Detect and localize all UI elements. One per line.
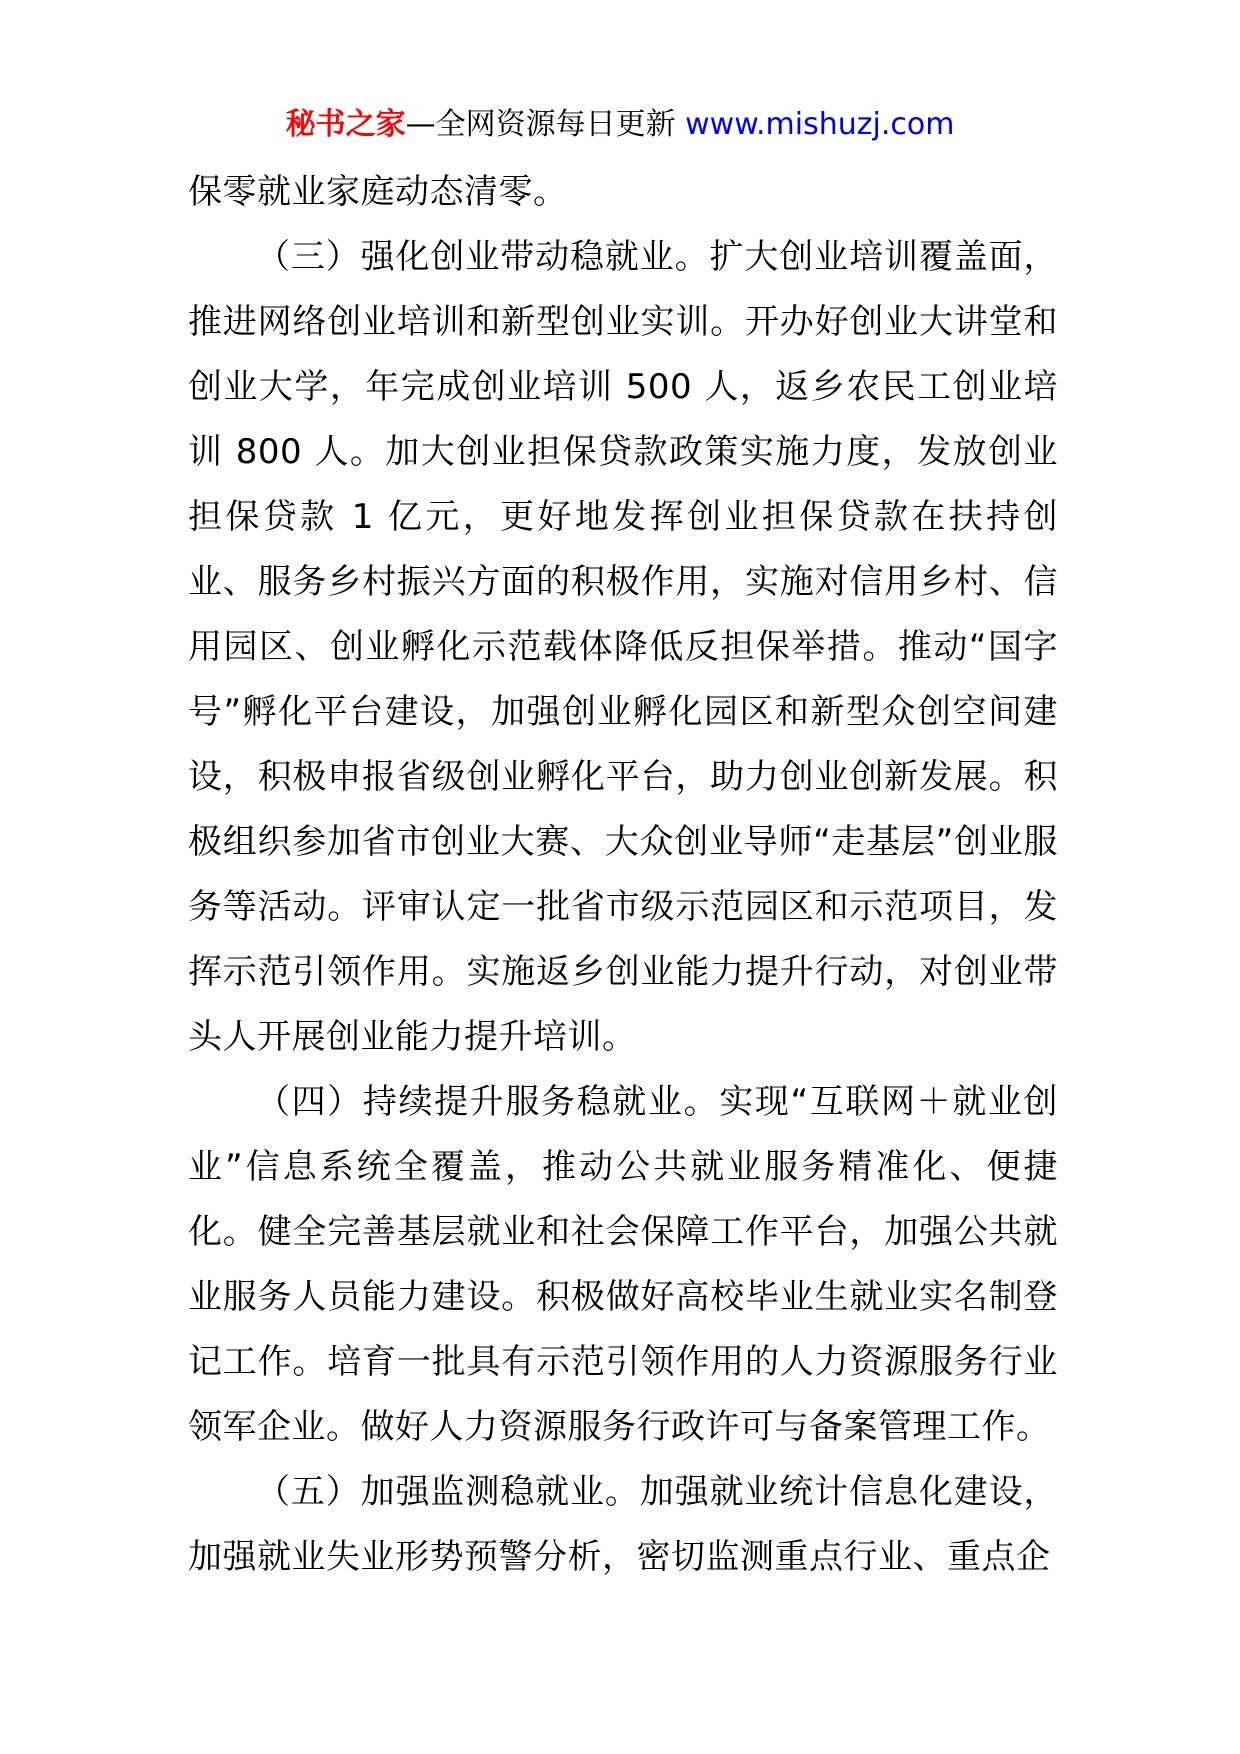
site-url: www.mishuzj.com [685,107,955,142]
header-tagline: —全网资源每日更新 [405,107,686,142]
document-body [188,160,1058,1590]
paragraph-continuation: 保零就业家庭动态清零。 [188,172,568,212]
paragraph-section-4: （四）持续提升服务稳就业。实现“互联网＋就业创业”信息系统全覆盖，推动公共就业服务精准化、便捷化。健全完善基层就业和社会保障工作平台，加强公共就业服务人员能力建设。积极做好高校毕业生就业实名制登记工作。培育一批具有示范引领作用的人力资源服务行业领军企业。做好人力资源服务行政许可与备案管理工作。 [188,1082,1058,1447]
paragraph-section-3: （三）强化创业带动稳就业。扩大创业培训覆盖面，推进网络创业培训和新型创业实训。开办好创业大讲堂和创业大学，年完成创业培训 500 人，返乡农民工创业培训 800 人。加大创业担保贷款政策实施力度，发放创业担保贷款 1 亿元，更好地发挥创业担保贷款在扶持创业、服务乡村振兴方面的积极作用，实施对信用乡村、信用园区、创业孵化示范载体降低反担保举措。推动“国字号”孵化平台建设，加强创业孵化园区和新型众创空间建设，积极申报省级创业孵化平台，助力创业创新发展。积极组织参加省市创业大赛、大众创业导师“走基层”创业服务等活动。评审认定一批省市级示范园区和示范项目，发挥示范引领作用。实施返乡创业能力提升行动，对创业带头人开展创业能力提升培训。 [188,237,1058,1057]
paragraph-section-5: （五）加强监测稳就业。加强就业统计信息化建设，加强就业失业形势预警分析，密切监测重点行业、重点企 [188,1472,1058,1577]
brand-name: 秘书之家 [285,107,406,142]
site-watermark-header [0,100,1240,150]
